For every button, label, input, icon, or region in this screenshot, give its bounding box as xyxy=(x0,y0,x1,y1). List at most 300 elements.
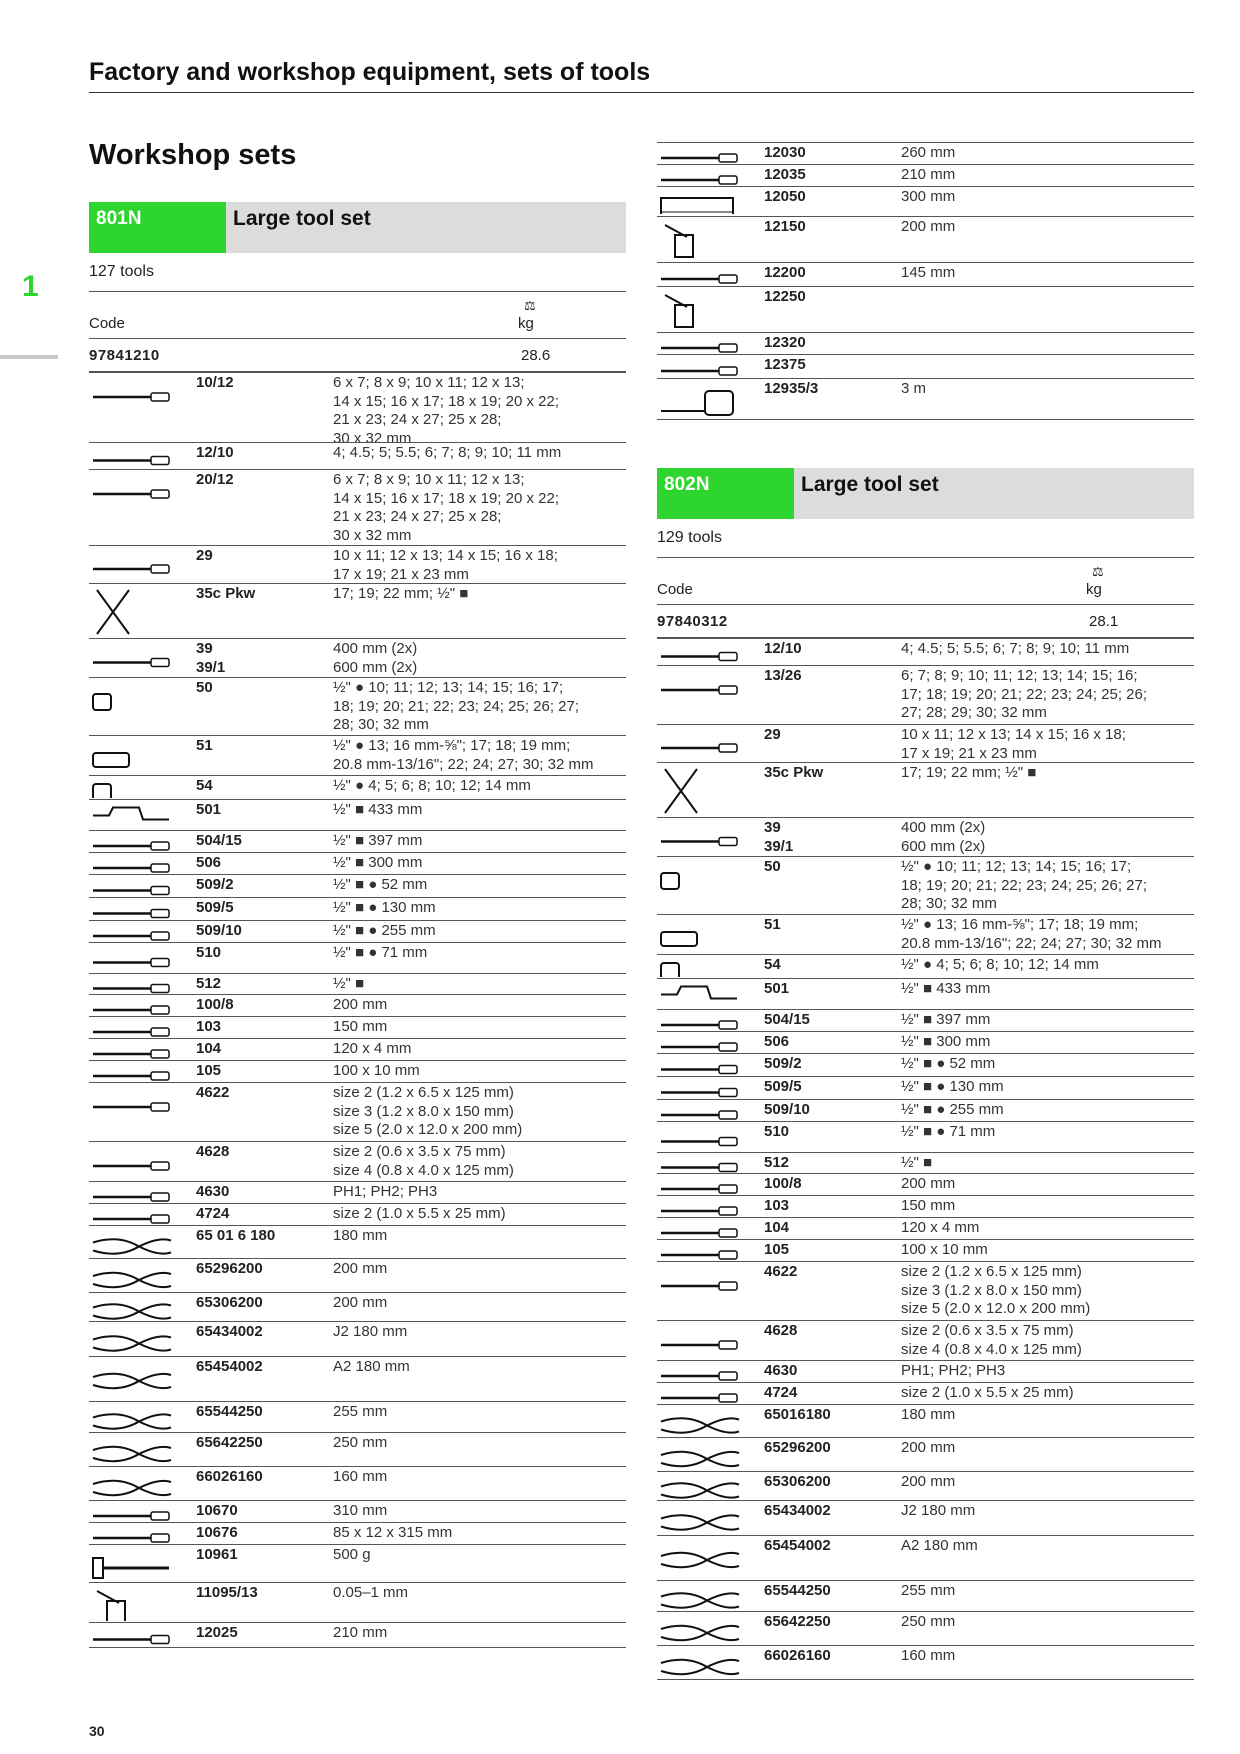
tool-code xyxy=(764,1581,901,1611)
tool-row xyxy=(657,1262,1194,1321)
tool-spec xyxy=(901,1054,1194,1076)
tool-code xyxy=(196,373,333,442)
tool-spec-line: size 2 (1.2 x 6.5 x 125 mm) xyxy=(333,1084,514,1101)
tool-code-line: 54 xyxy=(196,777,213,794)
tool-spec xyxy=(901,1536,1194,1580)
tool-code-line: 4628 xyxy=(764,1322,798,1339)
tool-code-line: 4630 xyxy=(196,1183,230,1200)
tool-row xyxy=(657,1174,1194,1196)
tool-spec-line: 500 g xyxy=(333,1546,371,1563)
ratchet-icon xyxy=(89,974,196,994)
sliding-t-handle-icon xyxy=(657,1010,764,1031)
tool-count: 127 tools xyxy=(89,263,154,280)
tool-code-line: 51 xyxy=(196,737,213,754)
tool-row xyxy=(657,639,1194,666)
tool-code-line: 12050 xyxy=(764,188,806,205)
tool-spec-line: 30 x 32 mm xyxy=(333,429,412,443)
tool-spec xyxy=(901,1501,1194,1535)
tool-spec xyxy=(901,1472,1194,1500)
tool-row xyxy=(657,263,1194,287)
tool-code-line: 29 xyxy=(196,547,213,564)
circlip-pliers-external-icon xyxy=(657,1536,764,1580)
chisel-icon xyxy=(89,995,196,1016)
tool-row xyxy=(89,443,626,470)
tool-code xyxy=(196,1545,333,1582)
tool-spec-line: ½" ● 4; 5; 6; 8; 10; 12; 14 mm xyxy=(901,956,1099,973)
tool-spec-line: ½" ● 13; 16 mm-⅝"; 17; 18; 19 mm; xyxy=(901,916,1139,933)
tool-code xyxy=(764,955,901,978)
tool-code xyxy=(196,776,333,799)
tool-row xyxy=(89,898,626,921)
tool-spec-line: 250 mm xyxy=(901,1613,956,1630)
tool-spec-line: 30 x 32 mm xyxy=(333,526,412,544)
tool-spec-line: 250 mm xyxy=(333,1434,388,1451)
tool-code-line: 509/10 xyxy=(764,1101,810,1118)
tool-spec-line: 18; 19; 20; 21; 22; 23; 24; 25; 26; 27; xyxy=(333,697,580,715)
tool-code-line: 35c Pkw xyxy=(196,585,256,602)
set-name: Large tool set xyxy=(233,207,371,230)
tool-code-line: 13/26 xyxy=(764,667,802,684)
file-icon xyxy=(89,1501,196,1522)
tool-spec xyxy=(333,1061,626,1082)
tool-row xyxy=(89,1545,626,1583)
t-bar-icon xyxy=(89,853,196,874)
tool-code-line: 51 xyxy=(764,916,781,933)
code-header xyxy=(657,558,1194,604)
tool-code-line: 12375 xyxy=(764,356,806,373)
tool-spec xyxy=(901,1581,1194,1611)
chapter-tab-bar xyxy=(0,355,58,359)
tool-spec-line: ½" ■ ● 130 mm xyxy=(901,1078,1004,1095)
tool-spec-line: 200 mm xyxy=(333,1294,388,1311)
set-802n xyxy=(657,468,1194,1680)
long-nose-pliers-icon xyxy=(89,1259,196,1292)
tool-code-line: 10961 xyxy=(196,1546,238,1563)
tool-code-line: 100/8 xyxy=(764,1175,802,1192)
tool-code xyxy=(764,1536,901,1580)
tool-list xyxy=(89,373,626,1648)
tool-code-line: 35c Pkw xyxy=(764,764,824,781)
tool-code xyxy=(196,898,333,920)
tool-row xyxy=(657,1646,1194,1680)
tool-spec-line: 4; 4.5; 5; 5.5; 6; 7; 8; 9; 10; 11 mm xyxy=(901,640,1130,657)
tool-code-line: 4628 xyxy=(196,1143,230,1160)
tool-row xyxy=(657,955,1194,979)
tool-spec-line: 210 mm xyxy=(333,1624,388,1641)
tool-code xyxy=(764,379,901,419)
tool-code-line: 105 xyxy=(196,1062,222,1079)
tool-spec xyxy=(333,584,626,638)
tool-spec-line: 28; 30; 32 mm xyxy=(333,716,429,733)
tool-code xyxy=(764,1501,901,1535)
tool-code-line: 65642250 xyxy=(764,1613,831,1630)
tool-spec xyxy=(333,373,626,442)
tool-spec xyxy=(901,1100,1194,1121)
tool-spec-line: 120 x 4 mm xyxy=(333,1040,412,1057)
tool-code-line: 504/15 xyxy=(764,1011,810,1028)
tool-row xyxy=(657,1501,1194,1536)
tool-spec-line: 150 mm xyxy=(901,1197,956,1214)
tool-code xyxy=(196,1182,333,1203)
tool-code-line: 512 xyxy=(764,1154,790,1171)
tool-spec xyxy=(901,287,1194,332)
tool-code-line: 509/10 xyxy=(196,922,242,939)
tool-row xyxy=(657,818,1194,857)
tool-spec xyxy=(333,995,626,1016)
tool-spec xyxy=(901,1646,1194,1679)
tool-code xyxy=(764,263,901,286)
circlip-pliers-external-icon xyxy=(89,1357,196,1401)
tool-spec-line: 20.8 mm-13/16"; 22; 24; 27; 30; 32 mm xyxy=(901,934,1162,952)
tool-spec-line: ½" ■ ● 255 mm xyxy=(901,1101,1004,1118)
tool-row xyxy=(89,1204,626,1226)
tool-spec-line: 18; 19; 20; 21; 22; 23; 24; 25; 26; 27; xyxy=(901,876,1148,894)
tool-spec-line: 20.8 mm-13/16"; 22; 24; 27; 30; 32 mm xyxy=(333,755,594,773)
tool-spec xyxy=(333,1402,626,1432)
phillips-screwdriver-icon xyxy=(89,1182,196,1203)
tape-measure-icon xyxy=(657,379,764,419)
tool-code-line: 66026160 xyxy=(196,1468,263,1485)
tool-spec xyxy=(333,1293,626,1321)
tool-code xyxy=(764,1218,901,1239)
tool-code xyxy=(196,1083,333,1141)
tool-row xyxy=(89,1623,626,1648)
tool-spec xyxy=(333,898,626,920)
tool-spec-line: 28; 30; 32 mm xyxy=(901,895,997,912)
tool-spec xyxy=(901,1032,1194,1053)
tool-spec-line: 255 mm xyxy=(901,1582,956,1599)
tool-code-line: 50 xyxy=(764,858,781,875)
tool-spec xyxy=(333,443,626,469)
tool-spec xyxy=(333,800,626,830)
tool-row xyxy=(657,1010,1194,1032)
page-number: 30 xyxy=(89,1723,105,1739)
tool-spec xyxy=(333,678,626,735)
tool-code xyxy=(196,943,333,973)
tool-spec xyxy=(333,974,626,994)
tool-code xyxy=(196,1039,333,1060)
tool-spec xyxy=(901,1240,1194,1261)
tool-row xyxy=(657,1054,1194,1077)
torque-wrench-icon xyxy=(657,333,764,354)
socket-icon xyxy=(89,678,196,735)
tool-spec-line: size 2 (1.0 x 5.5 x 25 mm) xyxy=(901,1384,1074,1401)
tool-spec xyxy=(333,736,626,775)
tool-spec-line: ½" ■ 397 mm xyxy=(333,832,423,849)
tool-spec-line: size 2 (1.2 x 6.5 x 125 mm) xyxy=(901,1263,1082,1280)
tool-spec-line: ½" ● 10; 11; 12; 13; 14; 15; 16; 17; xyxy=(901,858,1132,875)
tool-code xyxy=(196,1623,333,1647)
set-name: Large tool set xyxy=(801,473,939,496)
tool-code xyxy=(196,470,333,545)
tool-code-line: 65296200 xyxy=(764,1439,831,1456)
tool-spec-line: ½" ● 10; 11; 12; 13; 14; 15; 16; 17; xyxy=(333,679,564,696)
tool-code xyxy=(764,1153,901,1173)
tool-code-line: 29 xyxy=(764,726,781,743)
tool-spec-line: ½" ● 4; 5; 6; 8; 10; 12; 14 mm xyxy=(333,777,531,794)
double-ring-wrench-icon xyxy=(89,470,196,545)
tool-row xyxy=(657,1536,1194,1581)
tool-row xyxy=(89,974,626,995)
tool-spec-line: ½" ■ 433 mm xyxy=(333,801,423,818)
side-cutter-icon xyxy=(657,1646,764,1679)
tool-spec xyxy=(901,217,1194,262)
tool-row xyxy=(89,1226,626,1259)
tool-code-line: 104 xyxy=(764,1219,790,1236)
tool-row xyxy=(657,187,1194,217)
tool-code xyxy=(196,736,333,775)
tool-row xyxy=(657,1361,1194,1383)
section-title: Workshop sets xyxy=(89,139,297,171)
combination-pliers-icon xyxy=(657,1405,764,1437)
tool-spec-line: 17 x 19; 21 x 23 mm xyxy=(901,744,1037,762)
tool-row xyxy=(89,1523,626,1545)
open-end-wrench-icon xyxy=(89,373,196,442)
tool-row xyxy=(89,1293,626,1322)
tool-code-line: 4622 xyxy=(764,1263,798,1280)
tool-spec xyxy=(333,1322,626,1356)
tool-code xyxy=(196,995,333,1016)
code-label: Code xyxy=(657,581,693,598)
tool-spec-line: 160 mm xyxy=(333,1468,388,1485)
tool-spec xyxy=(901,725,1194,762)
tool-spec xyxy=(333,1017,626,1038)
tool-code-line: 10670 xyxy=(196,1502,238,1519)
tool-row xyxy=(89,943,626,974)
tool-code xyxy=(196,1467,333,1500)
tool-code-line: 506 xyxy=(764,1033,790,1050)
tool-spec xyxy=(333,1467,626,1500)
tool-spec-line: 200 mm xyxy=(333,1260,388,1277)
tool-code-line: 65544250 xyxy=(764,1582,831,1599)
tool-code-line: 65 01 6 180 xyxy=(196,1227,276,1244)
tool-code-line: 104 xyxy=(196,1040,222,1057)
tool-row xyxy=(657,287,1194,333)
tool-spec-line: J2 180 mm xyxy=(901,1502,976,1519)
tool-spec-line: 6 x 7; 8 x 9; 10 x 11; 12 x 13; xyxy=(333,471,525,488)
tool-spec xyxy=(333,1204,626,1225)
tool-row xyxy=(89,1322,626,1357)
tool-spec xyxy=(333,875,626,897)
tool-code xyxy=(764,1100,901,1121)
tool-code-line: 105 xyxy=(764,1241,790,1258)
extension-bar-icon xyxy=(657,1054,764,1076)
chapter-number: 1 xyxy=(22,270,39,303)
flat-screwdriver-icon xyxy=(89,1142,196,1181)
tool-row xyxy=(657,1077,1194,1100)
tool-code xyxy=(196,443,333,469)
tool-spec-line: ½" ■ 300 mm xyxy=(333,854,423,871)
tool-code xyxy=(764,1405,901,1437)
tool-code xyxy=(764,217,901,262)
tool-spec xyxy=(901,143,1194,164)
tool-spec xyxy=(901,1077,1194,1099)
tool-code-line: 10676 xyxy=(196,1524,238,1541)
tool-row xyxy=(89,875,626,898)
tool-code xyxy=(764,818,901,856)
tool-row xyxy=(89,1142,626,1182)
tool-row xyxy=(89,1083,626,1142)
tool-code-line: 12035 xyxy=(764,166,806,183)
tool-spec-line: 100 x 10 mm xyxy=(333,1062,420,1079)
tool-row xyxy=(89,1017,626,1039)
set-code: 802N xyxy=(657,468,794,519)
flat-screwdriver-icon xyxy=(657,1262,764,1320)
article-row xyxy=(89,338,626,373)
tool-code xyxy=(196,921,333,942)
tool-code xyxy=(764,1438,901,1471)
chisel-icon xyxy=(657,1174,764,1195)
tool-code xyxy=(196,853,333,874)
tool-spec xyxy=(901,1262,1194,1320)
tool-spec-line: 160 mm xyxy=(901,1647,956,1664)
tool-spec xyxy=(901,1321,1194,1360)
tool-spec-line: size 5 (2.0 x 12.0 x 200 mm) xyxy=(901,1300,1091,1317)
tool-code-line: 512 xyxy=(196,975,222,992)
kg-label: kg xyxy=(1086,581,1102,598)
tool-code-line: 506 xyxy=(196,854,222,871)
tool-code-line: 65434002 xyxy=(196,1323,263,1340)
extension-bar-icon xyxy=(89,898,196,920)
tool-spec-line: size 3 (1.2 x 8.0 x 150 mm) xyxy=(333,1102,514,1120)
tool-code xyxy=(196,678,333,735)
tool-code xyxy=(764,763,901,817)
oil-can-icon xyxy=(657,287,764,332)
tool-code xyxy=(196,1061,333,1082)
tool-spec-line: size 2 (1.0 x 5.5 x 25 mm) xyxy=(333,1205,506,1222)
tool-code xyxy=(196,831,333,852)
tool-spec-line: 180 mm xyxy=(901,1406,956,1423)
tool-spec xyxy=(901,1361,1194,1382)
tool-row xyxy=(657,979,1194,1010)
tool-spec-line: 200 mm xyxy=(901,1175,956,1192)
tool-row xyxy=(89,373,626,443)
tool-spec xyxy=(901,818,1194,856)
feeler-gauge-icon xyxy=(89,1583,196,1622)
tool-spec xyxy=(333,831,626,852)
tool-spec xyxy=(901,763,1194,817)
tool-row xyxy=(89,1061,626,1083)
tool-code-line: 65544250 xyxy=(196,1403,263,1420)
tool-list xyxy=(657,143,1194,420)
weight-scale-icon: ⚖ xyxy=(524,298,536,313)
tool-row xyxy=(89,1259,626,1293)
tool-spec xyxy=(333,1545,626,1582)
tool-spec xyxy=(333,1039,626,1060)
tool-row xyxy=(89,776,626,800)
cross-wrench-icon xyxy=(89,584,196,638)
tool-code-line: 12935/3 xyxy=(764,380,819,397)
tool-spec-line: 6; 7; 8; 9; 10; 11; 12; 13; 14; 15; 16; xyxy=(901,667,1138,684)
tool-spec-line: 400 mm (2x) xyxy=(333,640,418,657)
tool-row xyxy=(657,1153,1194,1174)
tool-spec xyxy=(901,187,1194,216)
article-row xyxy=(657,604,1194,639)
grease-gun-icon xyxy=(657,263,764,286)
tool-code xyxy=(196,1259,333,1292)
tool-code xyxy=(764,355,901,378)
tool-row xyxy=(89,1467,626,1501)
tool-code-line: 65454002 xyxy=(196,1358,263,1375)
tool-code-line: 103 xyxy=(196,1018,222,1035)
article-weight: 28.1 xyxy=(1089,613,1119,630)
universal-joint-icon xyxy=(89,943,196,973)
tool-row xyxy=(657,1240,1194,1262)
tool-spec-line: ½" ■ ● 52 mm xyxy=(901,1055,996,1072)
tool-spec-line: 17; 19; 22 mm; ½" ■ xyxy=(333,585,469,602)
tool-spec-line: A2 180 mm xyxy=(333,1358,410,1375)
tool-code-line: 103 xyxy=(764,1197,790,1214)
tool-code-line: 65016180 xyxy=(764,1406,831,1423)
tool-code xyxy=(764,287,901,332)
page-header-title: Factory and workshop equipment, sets of tools xyxy=(89,58,651,86)
tool-code-line: 12150 xyxy=(764,218,806,235)
tool-spec xyxy=(901,1196,1194,1217)
tool-spec-line: 255 mm xyxy=(333,1403,388,1420)
tool-spec-line: 200 mm xyxy=(901,1439,956,1456)
tool-code-line: 10/12 xyxy=(196,374,234,391)
t-bar-icon xyxy=(657,1032,764,1053)
ratchet-icon xyxy=(657,1153,764,1173)
phillips-screwdriver-icon xyxy=(657,1361,764,1382)
tool-row xyxy=(657,217,1194,263)
tool-row xyxy=(89,736,626,776)
circlip-pliers-icon xyxy=(657,1501,764,1535)
tool-code xyxy=(764,1010,901,1031)
set-801n xyxy=(89,202,626,1648)
tool-spec xyxy=(901,1438,1194,1471)
tool-spec-line: 200 mm xyxy=(333,996,388,1013)
tool-code-line: 4622 xyxy=(196,1084,230,1101)
tool-code-line: 12030 xyxy=(764,144,806,161)
tool-spec-line: 21 x 23; 24 x 27; 25 x 28; xyxy=(333,411,502,428)
tool-row xyxy=(657,725,1194,763)
stubby-screwdriver-icon xyxy=(657,1383,764,1404)
tool-spec-line: 14 x 15; 16 x 17; 18 x 19; 20 x 22; xyxy=(333,489,559,507)
tool-row xyxy=(89,995,626,1017)
code-header xyxy=(89,292,626,338)
tool-spec-line: 180 mm xyxy=(333,1227,388,1244)
tool-code-line: 65454002 xyxy=(764,1537,831,1554)
tool-code-line: 12025 xyxy=(196,1624,238,1641)
tool-row xyxy=(89,1357,626,1402)
tool-row xyxy=(657,1100,1194,1122)
ring-open-wrench-icon xyxy=(657,666,764,724)
tool-row xyxy=(657,379,1194,420)
tool-list xyxy=(657,639,1194,1680)
tool-spec xyxy=(333,1501,626,1522)
tool-spec xyxy=(901,263,1194,286)
article-code: 97840312 xyxy=(657,613,728,630)
tool-spec xyxy=(333,1182,626,1203)
tool-code-line: 65642250 xyxy=(196,1434,263,1451)
file-tool-icon xyxy=(657,143,764,164)
tool-row xyxy=(657,1581,1194,1612)
cross-wrench-icon xyxy=(657,763,764,817)
pin-punch-icon xyxy=(89,1039,196,1060)
set-header xyxy=(89,202,626,253)
tool-code-line: 509/2 xyxy=(764,1055,802,1072)
stubby-screwdriver-icon xyxy=(89,1204,196,1225)
tool-spec xyxy=(901,355,1194,378)
tool-spec-line: 100 x 10 mm xyxy=(901,1241,988,1258)
tool-code-line: 509/5 xyxy=(196,899,234,916)
header-rule xyxy=(89,92,1194,93)
combination-wrench-icon xyxy=(89,443,196,469)
tool-code xyxy=(196,1523,333,1544)
tool-code-line: 66026160 xyxy=(764,1647,831,1664)
tool-spec xyxy=(901,1218,1194,1239)
